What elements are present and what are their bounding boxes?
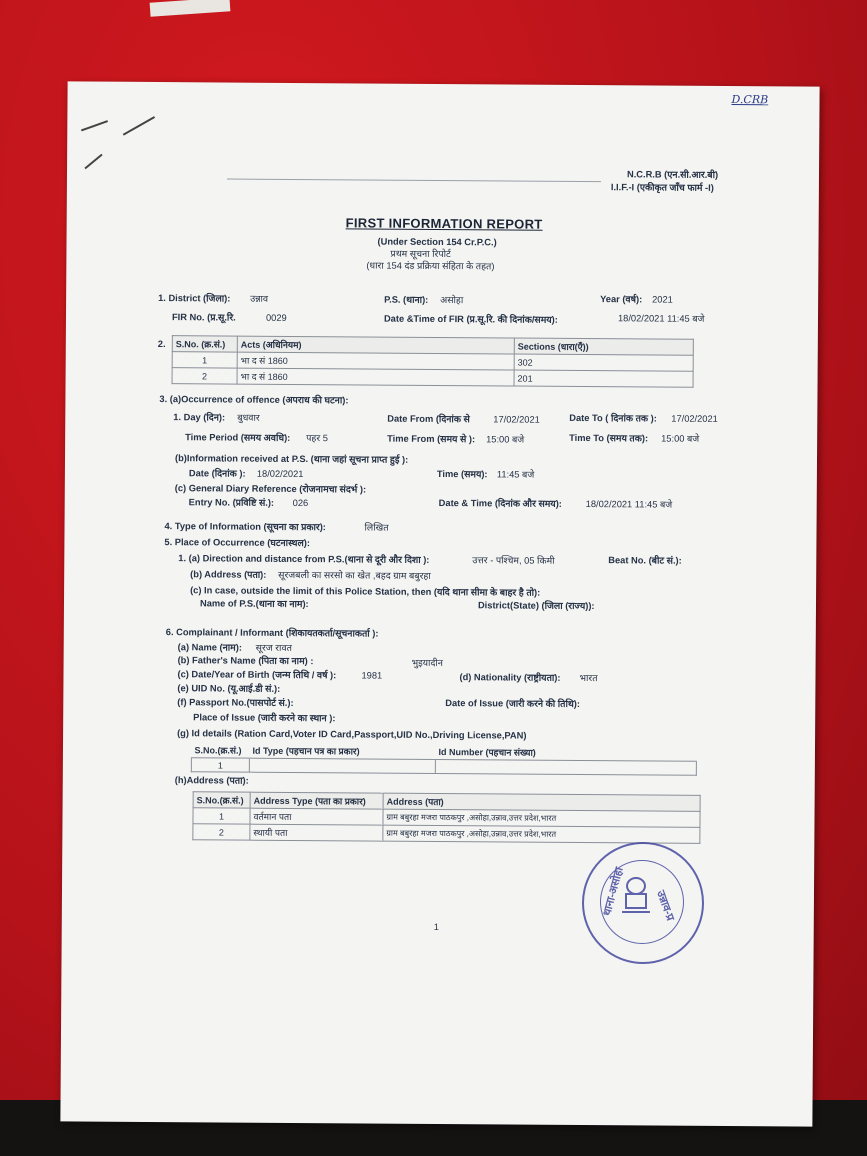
passport-label: (f) Passport No.(पासपोर्ट सं.):	[177, 697, 294, 708]
ps-value: असोहा	[440, 294, 464, 306]
addr-type: वर्तमान पता	[250, 808, 383, 825]
fir-document-sheet	[60, 81, 819, 1126]
page-number: 1	[433, 921, 439, 933]
acts-section: 201	[514, 370, 693, 387]
date-from-label: Date From (दिनांक से	[387, 413, 470, 425]
time-period-label: Time Period (समय अवधि):	[185, 432, 291, 443]
header-rule	[227, 179, 601, 183]
direction-label: 1. (a) Direction and distance from P.S.(थाना से दूरी और दिशा ):	[178, 553, 430, 565]
district-label: 1. District (जिला):	[158, 293, 231, 304]
ps-label: P.S. (थाना):	[384, 294, 429, 305]
title-sub-section: (धारा 154 दंड प्रक्रिया संहिता के तहत)	[366, 260, 495, 272]
acts-act: भा द सं 1860	[237, 352, 514, 370]
time-from-label: Time From (समय से ):	[387, 433, 476, 445]
fir-no-label: FIR No. (प्र.सू.रि.	[171, 312, 236, 323]
addr-type: स्थायी पता	[250, 824, 383, 841]
gd-datetime-label: Date & Time (दिनांक और समय):	[438, 497, 562, 509]
police-station-stamp	[582, 842, 704, 964]
complainant-name-label: (a) Name (नाम):	[177, 642, 242, 653]
info-time-label: Time (समय):	[436, 468, 488, 480]
outside-district-label: District(State) (जिला (राज्य)):	[477, 600, 595, 612]
entry-no-value: 026	[292, 497, 309, 509]
addr-sno: 1	[193, 808, 250, 824]
title-sub-hindi: प्रथम सूचना रिपोर्ट	[390, 248, 451, 260]
addr-address: ग्राम बबुरहा मजरा पाठकपुर ,असोहा,उन्नाव,उत्तर प्रदेश,भारत	[383, 809, 700, 827]
stamp-text-left: थाना-असोहा	[601, 865, 626, 918]
info-date-label: Date (दिनांक ):	[188, 468, 246, 479]
id-header-number: Id Number (पहचान संख्या)	[435, 744, 696, 761]
acts-table	[172, 335, 694, 388]
info-received-label: (b)Information received at P.S. (थाना जहां सूचना प्राप्त हुई ):	[174, 453, 409, 465]
id-number	[435, 759, 696, 775]
fir-no-value: 0029	[265, 312, 287, 323]
date-of-issue-label: Date of Issue (जारी करने की तिथि):	[445, 698, 581, 709]
acts-section: 302	[514, 354, 693, 371]
fir-datetime-value: 18/02/2021 11:45 बजे	[617, 313, 705, 324]
father-name-label: (b) Father's Name (पिता का नाम) :	[177, 655, 314, 667]
info-time-value: 11:45 बजे	[496, 469, 535, 480]
acts-sno: 1	[172, 352, 237, 368]
id-details-table	[191, 742, 697, 776]
acts-section-number: 2.	[157, 339, 166, 350]
title-sub-english: (Under Section 154 Cr.P.C.)	[377, 236, 497, 248]
info-date-value: 18/02/2021	[256, 468, 304, 480]
table-row	[191, 758, 696, 776]
occurrence-heading: 3. (a)Occurrence of offence (अपराध की घटना):	[159, 394, 349, 406]
addr-address: ग्राम बबुरहा मजरा पाठकपुर ,असोहा,उन्नाव,उत्तर प्रदेश,भारत	[383, 825, 700, 843]
district-value: उन्नाव	[250, 293, 269, 304]
handwritten-initials: D.CRB	[731, 93, 769, 107]
acts-sno: 2	[172, 368, 237, 384]
day-label: 1. Day (दिन):	[173, 412, 226, 423]
document-title: FIRST INFORMATION REPORT	[345, 215, 543, 232]
address-heading: (h)Address (पता):	[174, 775, 249, 786]
time-period-value: पहर 5	[306, 433, 328, 444]
acts-header-section: Sections (धारा(एँ))	[514, 338, 693, 355]
dob-label: (c) Date/Year of Birth (जन्म तिथि / वर्ष ):	[177, 669, 337, 681]
acts-header-act: Acts (अधिनियम)	[237, 336, 514, 354]
nationality-label: (d) Nationality (राष्ट्रीयता):	[459, 672, 561, 683]
addr-header-sno: S.No.(क्र.सं.)	[193, 792, 250, 808]
gd-datetime-value: 18/02/2021 11:45 बजे	[585, 499, 673, 510]
place-heading: 5. Place of Occurrence (घटनास्थल):	[164, 537, 311, 549]
id-type	[249, 758, 435, 773]
time-to-label: Time To (समय तक):	[569, 432, 649, 444]
acts-act: भा द सं 1860	[237, 368, 514, 386]
occurrence-address-value: सूरजबली का सरसो का खेत ,बहद ग्राम बबुरहा	[278, 569, 431, 581]
dob-value: 1981	[361, 670, 383, 681]
outside-limit-label: (c) In case, outside the limit of this Police Station, then (यदि थाना सीमा के बाहर है तो):	[190, 585, 541, 598]
stamp-text-right: उन्नाव-प्र	[654, 888, 677, 923]
date-to-label: Date To ( दिनांक तक ):	[569, 412, 657, 424]
nationality-value: भारत	[579, 672, 598, 684]
uid-label: (e) UID No. (यू.आई.डी सं.):	[177, 683, 281, 694]
time-to-value: 15:00 बजे	[661, 433, 700, 444]
year-label: Year (वर्ष):	[600, 294, 643, 305]
place-of-issue-label: Place of Issue (जारी करने का स्थान ):	[193, 712, 336, 724]
addr-sno: 2	[193, 824, 250, 840]
address-table	[192, 791, 700, 844]
ncrb-label: N.C.R.B (एन.सी.आर.बी)	[626, 169, 719, 180]
date-to-value: 17/02/2021	[671, 413, 718, 424]
form-label: I.I.F.-I (एकीकृत जाँच फार्म -I)	[610, 182, 714, 193]
entry-no-label: Entry No. (प्रविष्टि सं.):	[188, 497, 275, 508]
id-details-heading: (g) Id details (Ration Card,Voter ID Card,Passport,UID No.,Driving License,PAN)	[177, 728, 527, 741]
table-row	[172, 368, 693, 388]
info-type-value: लिखित	[364, 522, 389, 533]
occurrence-address-label: (b) Address (पता):	[190, 569, 267, 580]
id-sno: 1	[191, 758, 249, 772]
time-from-value: 15:00 बजे	[486, 434, 525, 445]
pin-mark	[123, 116, 155, 136]
id-header-sno: S.No.(क्र.सं.)	[191, 742, 249, 758]
addr-header-type: Address Type (पता का प्रकार)	[250, 792, 383, 809]
date-from-value: 17/02/2021	[493, 414, 540, 425]
complainant-name-value: सूरज रावत	[255, 642, 292, 653]
pin-mark	[84, 154, 102, 170]
info-type-label: 4. Type of Information (सूचना का प्रकार):	[164, 521, 326, 533]
direction-value: उत्तर - पश्चिम, 05 किमी	[472, 555, 555, 566]
fir-datetime-label: Date &Time of FIR (प्र.सू.रि. की दिनांक/समय):	[383, 313, 558, 325]
pin-mark	[81, 120, 108, 131]
addr-header-address: Address (पता)	[383, 793, 700, 811]
table-row	[193, 824, 700, 844]
acts-header-sno: S.No. (क्र.सं.)	[172, 336, 237, 352]
father-name-value: भुइयादीन	[411, 657, 444, 669]
beat-no-label: Beat No. (बीट सं.):	[608, 555, 682, 566]
outside-ps-name-label: Name of P.S.(थाना का नाम):	[199, 598, 309, 610]
complainant-heading: 6. Complainant / Informant (शिकायतकर्ता/सूचनाकर्ता ):	[165, 627, 379, 639]
gd-reference-label: (c) General Diary Reference (रोजनामचा संदर्भ ):	[174, 483, 367, 495]
id-header-type: Id Type (पहचान पत्र का प्रकार)	[249, 743, 435, 760]
year-value: 2021	[652, 294, 673, 305]
day-value: बुधवार	[237, 412, 260, 423]
